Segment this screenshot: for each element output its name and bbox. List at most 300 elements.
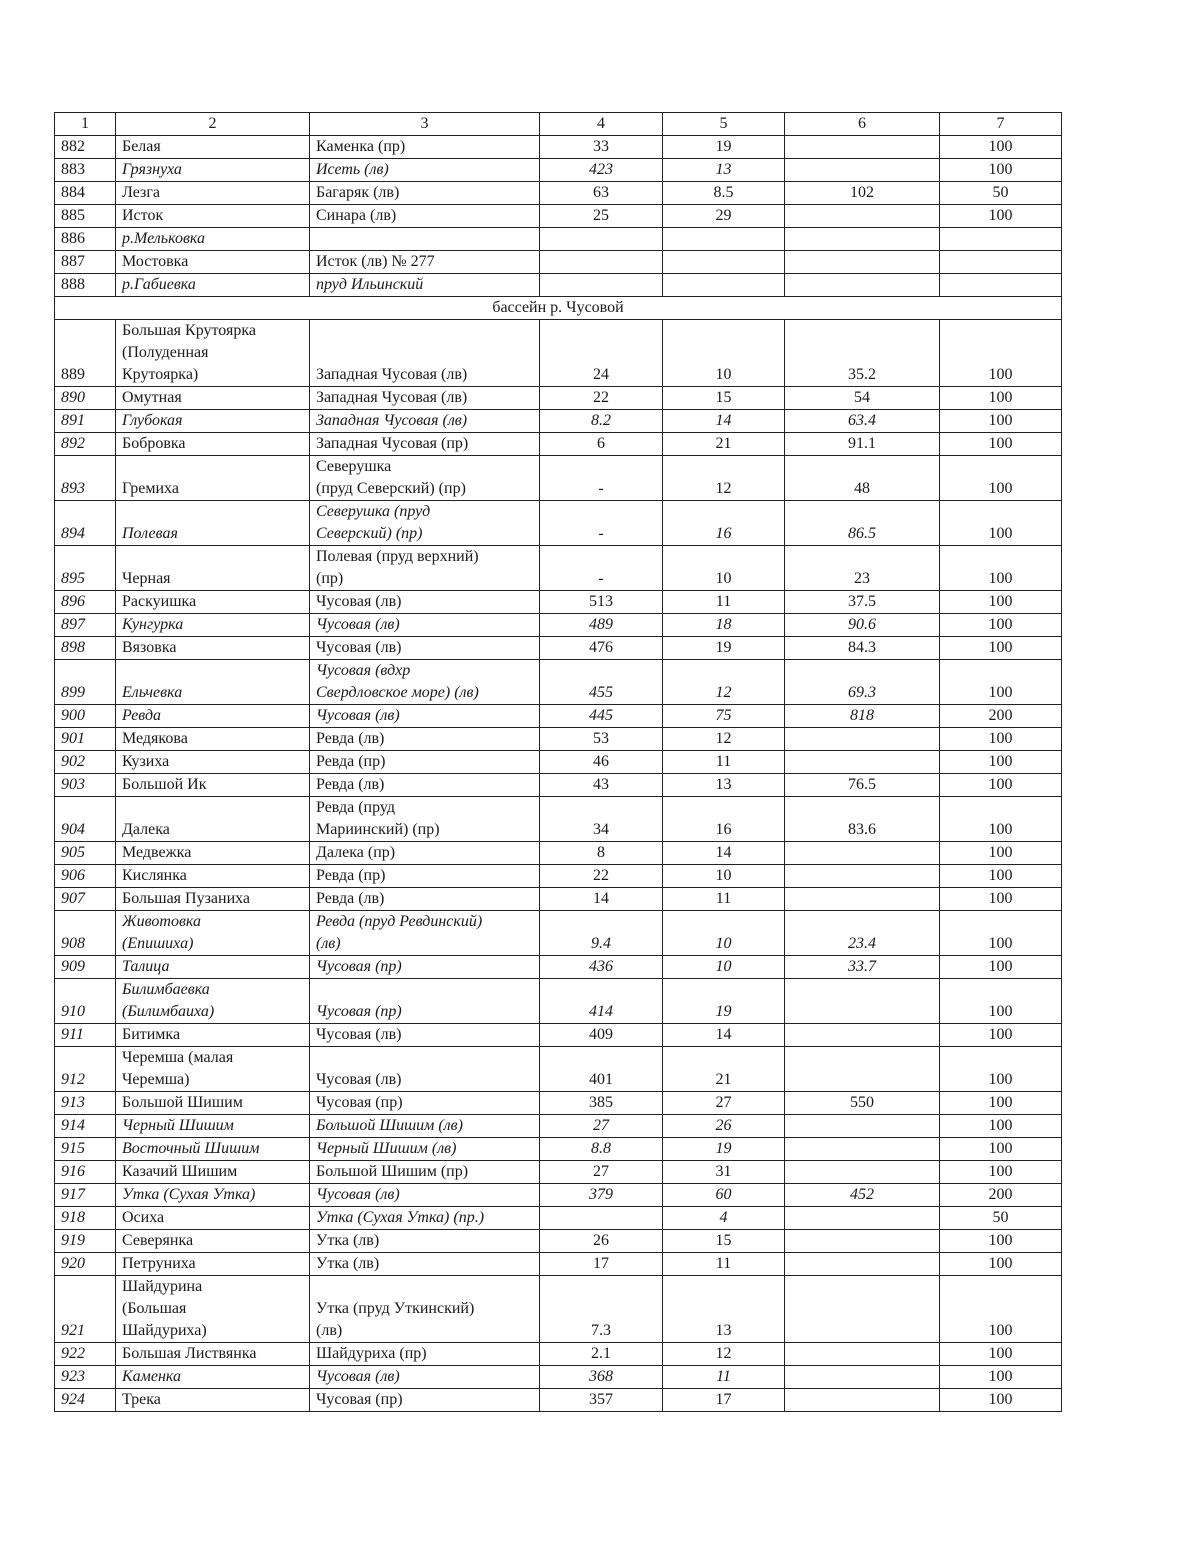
table-row <box>55 705 1062 728</box>
col-4-value: 63 <box>540 182 663 205</box>
row-number: 891 <box>55 410 116 433</box>
col-5-value: 16 <box>663 501 785 546</box>
col-6-value: 23 <box>785 546 940 591</box>
river-mouth: Чусовая (лв) <box>310 637 540 660</box>
row-number: 896 <box>55 591 116 614</box>
river-mouth: Полевая (пруд верхний) (пр) <box>310 546 540 591</box>
col-6-value: 54 <box>785 387 940 410</box>
row-number: 898 <box>55 637 116 660</box>
col-7-value <box>940 274 1062 297</box>
col-7-value: 100 <box>940 591 1062 614</box>
col-5-value: 12 <box>663 728 785 751</box>
river-name: Большой Шишим <box>116 1092 310 1115</box>
col-7-value: 100 <box>940 501 1062 546</box>
col-7-value: 100 <box>940 320 1062 387</box>
col-7-value: 100 <box>940 774 1062 797</box>
col-6-value <box>785 1343 940 1366</box>
col-6-value <box>785 205 940 228</box>
row-number: 900 <box>55 705 116 728</box>
river-name: Животовка (Епишиха) <box>116 911 310 956</box>
col-4-value: 436 <box>540 956 663 979</box>
col-7-value: 100 <box>940 1230 1062 1253</box>
row-number: 906 <box>55 865 116 888</box>
row-number: 889 <box>55 320 116 387</box>
col-7-value: 100 <box>940 1092 1062 1115</box>
table-row <box>55 456 1062 501</box>
col-4-value: 24 <box>540 320 663 387</box>
col-6-value <box>785 1207 940 1230</box>
river-mouth: Северушка (пруд Северский) (пр) <box>310 456 540 501</box>
col-6-value <box>785 1230 940 1253</box>
river-name: Грязнуха <box>116 159 310 182</box>
table-body-top <box>55 136 1062 297</box>
table-row <box>55 320 1062 387</box>
river-name: Петруниха <box>116 1253 310 1276</box>
col-5-value: 19 <box>663 637 785 660</box>
col-7-value: 100 <box>940 956 1062 979</box>
col-5-value: 10 <box>663 865 785 888</box>
col-5-value: 19 <box>663 1138 785 1161</box>
col-6-value: 550 <box>785 1092 940 1115</box>
col-4-value: 513 <box>540 591 663 614</box>
col-5-value: 21 <box>663 1047 785 1092</box>
col-4-value: 379 <box>540 1184 663 1207</box>
river-mouth: Утка (Сухая Утка) (пр.) <box>310 1207 540 1230</box>
col-5-value: 15 <box>663 1230 785 1253</box>
col-4-value: 7.3 <box>540 1276 663 1343</box>
col-4-value: 53 <box>540 728 663 751</box>
col-4-value: 357 <box>540 1389 663 1412</box>
col-4-value: 414 <box>540 979 663 1024</box>
river-mouth: Чусовая (лв) <box>310 591 540 614</box>
col-7-value: 100 <box>940 410 1062 433</box>
col-7-value: 100 <box>940 546 1062 591</box>
table-row <box>55 274 1062 297</box>
col-5-value: 11 <box>663 1253 785 1276</box>
river-mouth: Ревда (лв) <box>310 774 540 797</box>
col-6-value: 102 <box>785 182 940 205</box>
row-number: 903 <box>55 774 116 797</box>
river-name: Казачий Шишим <box>116 1161 310 1184</box>
col-7-value: 100 <box>940 159 1062 182</box>
row-number: 902 <box>55 751 116 774</box>
row-number: 924 <box>55 1389 116 1412</box>
table-row <box>55 728 1062 751</box>
table-row <box>55 751 1062 774</box>
row-number: 899 <box>55 660 116 705</box>
river-name: Большая Листвянка <box>116 1343 310 1366</box>
table-row <box>55 979 1062 1024</box>
col-4-value: 2.1 <box>540 1343 663 1366</box>
table-row <box>55 251 1062 274</box>
col-7-value: 100 <box>940 1253 1062 1276</box>
table-row <box>55 501 1062 546</box>
row-number: 897 <box>55 614 116 637</box>
col-6-value <box>785 1024 940 1047</box>
col-6-value: 35.2 <box>785 320 940 387</box>
river-name: Большая Пузаниха <box>116 888 310 911</box>
river-name: Омутная <box>116 387 310 410</box>
river-name: Осиха <box>116 1207 310 1230</box>
col-7-value <box>940 228 1062 251</box>
header-cell-6: 6 <box>785 113 940 136</box>
col-4-value: 455 <box>540 660 663 705</box>
col-7-value: 100 <box>940 979 1062 1024</box>
river-mouth: Ревда (пр) <box>310 865 540 888</box>
col-5-value: 11 <box>663 888 785 911</box>
col-7-value: 100 <box>940 637 1062 660</box>
river-mouth: Западная Чусовая (лв) <box>310 410 540 433</box>
col-4-value: 8 <box>540 842 663 865</box>
col-5-value: 13 <box>663 774 785 797</box>
table-row <box>55 1207 1062 1230</box>
table-row <box>55 660 1062 705</box>
table-body-main <box>55 320 1062 1412</box>
river-mouth: Исток (лв) № 277 <box>310 251 540 274</box>
col-7-value: 100 <box>940 387 1062 410</box>
river-mouth: Утка (лв) <box>310 1253 540 1276</box>
river-mouth: Чусовая (пр) <box>310 1092 540 1115</box>
col-6-value: 23.4 <box>785 911 940 956</box>
col-6-value <box>785 979 940 1024</box>
col-4-value <box>540 228 663 251</box>
col-4-value: 26 <box>540 1230 663 1253</box>
table-row <box>55 136 1062 159</box>
table-row <box>55 1184 1062 1207</box>
col-7-value: 100 <box>940 842 1062 865</box>
row-number: 893 <box>55 456 116 501</box>
row-number: 912 <box>55 1047 116 1092</box>
river-name: Далека <box>116 797 310 842</box>
river-name: Кунгурка <box>116 614 310 637</box>
header-cell-1: 1 <box>55 113 116 136</box>
col-6-value: 83.6 <box>785 797 940 842</box>
river-name: Белая <box>116 136 310 159</box>
col-4-value: 43 <box>540 774 663 797</box>
row-number: 910 <box>55 979 116 1024</box>
col-7-value: 200 <box>940 705 1062 728</box>
col-4-value: 22 <box>540 865 663 888</box>
col-5-value: 14 <box>663 410 785 433</box>
river-name: Кислянка <box>116 865 310 888</box>
river-name: Битимка <box>116 1024 310 1047</box>
col-5-value: 21 <box>663 433 785 456</box>
col-6-value <box>785 865 940 888</box>
river-name: Ревда <box>116 705 310 728</box>
table-row <box>55 1366 1062 1389</box>
col-5-value: 10 <box>663 911 785 956</box>
col-6-value <box>785 1276 940 1343</box>
header-cell-2: 2 <box>116 113 310 136</box>
col-5-value: 16 <box>663 797 785 842</box>
col-6-value <box>785 1138 940 1161</box>
table-row <box>55 1343 1062 1366</box>
table-row <box>55 205 1062 228</box>
col-4-value: 9.4 <box>540 911 663 956</box>
river-name: Большая Крутоярка (Полуденная Крутоярка) <box>116 320 310 387</box>
col-4-value <box>540 1207 663 1230</box>
table-row <box>55 956 1062 979</box>
col-7-value: 100 <box>940 136 1062 159</box>
river-name: Талица <box>116 956 310 979</box>
table-row <box>55 1389 1062 1412</box>
river-mouth: Западная Чусовая (лв) <box>310 320 540 387</box>
river-mouth: Чусовая (лв) <box>310 705 540 728</box>
col-5-value: 17 <box>663 1389 785 1412</box>
col-5-value: 19 <box>663 136 785 159</box>
col-6-value <box>785 136 940 159</box>
col-5-value: 19 <box>663 979 785 1024</box>
col-7-value: 200 <box>940 1184 1062 1207</box>
river-mouth: пруд Ильинский <box>310 274 540 297</box>
col-4-value: 409 <box>540 1024 663 1047</box>
table-row <box>55 1092 1062 1115</box>
col-6-value: 76.5 <box>785 774 940 797</box>
col-5-value: 10 <box>663 320 785 387</box>
col-4-value: 476 <box>540 637 663 660</box>
col-4-value: - <box>540 501 663 546</box>
col-5-value: 11 <box>663 591 785 614</box>
river-name: Глубокая <box>116 410 310 433</box>
river-mouth: Чусовая (пр) <box>310 956 540 979</box>
col-4-value <box>540 251 663 274</box>
col-7-value: 50 <box>940 182 1062 205</box>
col-7-value: 100 <box>940 751 1062 774</box>
col-7-value: 100 <box>940 1343 1062 1366</box>
col-5-value: 10 <box>663 546 785 591</box>
col-7-value: 100 <box>940 614 1062 637</box>
col-4-value: 27 <box>540 1115 663 1138</box>
river-mouth: Ревда (лв) <box>310 728 540 751</box>
col-5-value: 75 <box>663 705 785 728</box>
header-cell-5: 5 <box>663 113 785 136</box>
col-6-value <box>785 1389 940 1412</box>
table-row <box>55 159 1062 182</box>
col-6-value: 452 <box>785 1184 940 1207</box>
col-7-value: 100 <box>940 456 1062 501</box>
col-6-value <box>785 1253 940 1276</box>
row-number: 915 <box>55 1138 116 1161</box>
row-number: 920 <box>55 1253 116 1276</box>
col-6-value: 86.5 <box>785 501 940 546</box>
col-4-value: 401 <box>540 1047 663 1092</box>
col-4-value <box>540 274 663 297</box>
river-mouth: Чусовая (пр) <box>310 1389 540 1412</box>
col-7-value: 50 <box>940 1207 1062 1230</box>
header-cell-4: 4 <box>540 113 663 136</box>
row-number: 907 <box>55 888 116 911</box>
col-6-value: 818 <box>785 705 940 728</box>
river-mouth: Большой Шишим (лв) <box>310 1115 540 1138</box>
river-name: Восточный Шишим <box>116 1138 310 1161</box>
col-5-value: 10 <box>663 956 785 979</box>
river-name: Утка (Сухая Утка) <box>116 1184 310 1207</box>
col-6-value <box>785 842 940 865</box>
river-mouth: Чусовая (пр) <box>310 979 540 1024</box>
river-name: Бобровка <box>116 433 310 456</box>
river-table <box>54 112 1062 1412</box>
col-6-value <box>785 159 940 182</box>
table-row <box>55 1047 1062 1092</box>
row-number: 905 <box>55 842 116 865</box>
col-7-value: 100 <box>940 797 1062 842</box>
col-6-value: 48 <box>785 456 940 501</box>
row-number: 909 <box>55 956 116 979</box>
table-row <box>55 614 1062 637</box>
col-5-value: 12 <box>663 456 785 501</box>
col-7-value: 100 <box>940 911 1062 956</box>
river-mouth: Исеть (лв) <box>310 159 540 182</box>
river-name: Трека <box>116 1389 310 1412</box>
row-number: 901 <box>55 728 116 751</box>
river-name: Шайдурина (Большая Шайдуриха) <box>116 1276 310 1343</box>
col-5-value: 13 <box>663 1276 785 1343</box>
col-4-value: 33 <box>540 136 663 159</box>
col-5-value: 31 <box>663 1161 785 1184</box>
col-6-value <box>785 751 940 774</box>
col-4-value: 6 <box>540 433 663 456</box>
table-row <box>55 387 1062 410</box>
river-mouth: Ревда (лв) <box>310 888 540 911</box>
col-7-value: 100 <box>940 433 1062 456</box>
table-row <box>55 182 1062 205</box>
col-6-value: 91.1 <box>785 433 940 456</box>
table-row <box>55 1253 1062 1276</box>
river-mouth: Чусовая (лв) <box>310 1184 540 1207</box>
col-4-value: 34 <box>540 797 663 842</box>
river-mouth: Северушка (пруд Северский) (пр) <box>310 501 540 546</box>
col-6-value <box>785 1047 940 1092</box>
col-5-value: 15 <box>663 387 785 410</box>
col-5-value <box>663 251 785 274</box>
table-row <box>55 1161 1062 1184</box>
river-mouth: Синара (лв) <box>310 205 540 228</box>
row-number: 884 <box>55 182 116 205</box>
table-row <box>55 1230 1062 1253</box>
river-mouth: Багаряк (лв) <box>310 182 540 205</box>
col-6-value <box>785 1161 940 1184</box>
row-number: 886 <box>55 228 116 251</box>
river-mouth: Чусовая (лв) <box>310 1366 540 1389</box>
river-mouth: Западная Чусовая (лв) <box>310 387 540 410</box>
col-7-value <box>940 251 1062 274</box>
col-6-value: 33.7 <box>785 956 940 979</box>
row-number: 916 <box>55 1161 116 1184</box>
river-name: Раскуишка <box>116 591 310 614</box>
row-number: 892 <box>55 433 116 456</box>
row-number: 885 <box>55 205 116 228</box>
col-4-value: 445 <box>540 705 663 728</box>
col-4-value: 8.8 <box>540 1138 663 1161</box>
river-mouth: Далека (пр) <box>310 842 540 865</box>
col-6-value <box>785 274 940 297</box>
row-number: 919 <box>55 1230 116 1253</box>
col-5-value: 18 <box>663 614 785 637</box>
col-4-value: 8.2 <box>540 410 663 433</box>
table-row <box>55 228 1062 251</box>
river-mouth: Утка (лв) <box>310 1230 540 1253</box>
col-4-value: - <box>540 456 663 501</box>
row-number: 918 <box>55 1207 116 1230</box>
table-row <box>55 911 1062 956</box>
river-mouth: Черный Шишим (лв) <box>310 1138 540 1161</box>
table-row <box>55 1138 1062 1161</box>
river-mouth: Чусовая (лв) <box>310 1047 540 1092</box>
table-row <box>55 637 1062 660</box>
river-name: Каменка <box>116 1366 310 1389</box>
river-name: Северянка <box>116 1230 310 1253</box>
row-number: 895 <box>55 546 116 591</box>
table-row <box>55 797 1062 842</box>
col-7-value: 100 <box>940 1024 1062 1047</box>
table-row <box>55 865 1062 888</box>
river-name: Лезга <box>116 182 310 205</box>
col-4-value: 14 <box>540 888 663 911</box>
river-mouth: Ревда (пруд Мариинский) (пр) <box>310 797 540 842</box>
row-number: 908 <box>55 911 116 956</box>
col-7-value: 100 <box>940 888 1062 911</box>
basin-section <box>55 297 1062 320</box>
col-7-value: 100 <box>940 1138 1062 1161</box>
col-6-value <box>785 1115 940 1138</box>
river-name: Медвежка <box>116 842 310 865</box>
table-row <box>55 774 1062 797</box>
river-mouth: Западная Чусовая (пр) <box>310 433 540 456</box>
col-4-value: 46 <box>540 751 663 774</box>
col-4-value: 22 <box>540 387 663 410</box>
river-name: Черемша (малая Черемша) <box>116 1047 310 1092</box>
col-5-value: 14 <box>663 842 785 865</box>
col-5-value: 13 <box>663 159 785 182</box>
river-name: Медякова <box>116 728 310 751</box>
header-row <box>55 113 1062 136</box>
col-5-value: 14 <box>663 1024 785 1047</box>
col-4-value: 25 <box>540 205 663 228</box>
row-number: 894 <box>55 501 116 546</box>
col-6-value <box>785 228 940 251</box>
river-name: Мостовка <box>116 251 310 274</box>
col-5-value: 60 <box>663 1184 785 1207</box>
col-4-value: 423 <box>540 159 663 182</box>
river-mouth: Чусовая (вдхр Свердловское море) (лв) <box>310 660 540 705</box>
col-7-value: 100 <box>940 1161 1062 1184</box>
col-4-value: 27 <box>540 1161 663 1184</box>
col-6-value: 90.6 <box>785 614 940 637</box>
river-mouth: Каменка (пр) <box>310 136 540 159</box>
river-mouth: Ревда (пр) <box>310 751 540 774</box>
col-5-value: 11 <box>663 1366 785 1389</box>
river-mouth: Большой Шишим (пр) <box>310 1161 540 1184</box>
row-number: 911 <box>55 1024 116 1047</box>
river-name: Полевая <box>116 501 310 546</box>
col-5-value: 8.5 <box>663 182 785 205</box>
col-7-value: 100 <box>940 1366 1062 1389</box>
river-name: Большой Ик <box>116 774 310 797</box>
col-7-value: 100 <box>940 660 1062 705</box>
col-7-value: 100 <box>940 205 1062 228</box>
river-mouth: Ревда (пруд Ревдинский) (лв) <box>310 911 540 956</box>
col-7-value: 100 <box>940 1115 1062 1138</box>
col-4-value: 17 <box>540 1253 663 1276</box>
col-4-value: 368 <box>540 1366 663 1389</box>
river-name: Вязовка <box>116 637 310 660</box>
river-mouth <box>310 228 540 251</box>
river-name: р.Мельковка <box>116 228 310 251</box>
table-row <box>55 888 1062 911</box>
row-number: 914 <box>55 1115 116 1138</box>
table-row <box>55 1276 1062 1343</box>
row-number: 923 <box>55 1366 116 1389</box>
